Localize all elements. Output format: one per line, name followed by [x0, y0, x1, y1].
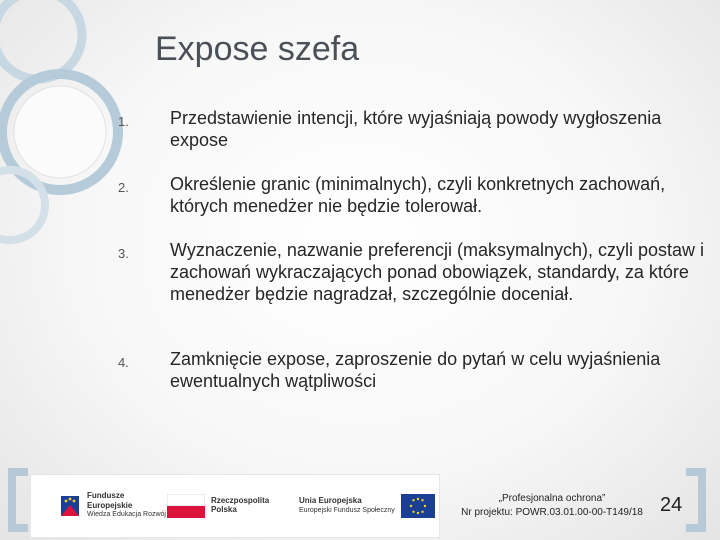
rzeczpospolita-line1: Rzeczpospolita: [211, 495, 270, 505]
list-item: [118, 173, 708, 217]
fundusze-europejskie-icon: [59, 493, 81, 519]
list-item-number: 1.: [118, 114, 129, 129]
list-item: [118, 348, 708, 392]
project-number: Nr projektu: POWR.03.01.00-00-T149/18: [461, 507, 643, 518]
list-item-number: 4.: [118, 355, 129, 370]
funding-logos-strip: [30, 474, 440, 538]
list-item: [118, 239, 708, 305]
rzeczpospolita-polska-logo: [167, 481, 269, 531]
polish-flag-icon: [167, 494, 205, 518]
unia-europejska-logo: [299, 481, 435, 531]
list-item-text: Zamknięcie expose, zaproszenie do pytań w celu wyjaśnienia ewentualnych wątpliwości: [170, 349, 661, 391]
fundusze-europejskie-logo: [59, 481, 166, 531]
slide-title: Expose szefa: [155, 30, 360, 68]
list-item-number: 3.: [118, 246, 129, 261]
list-item-number: 2.: [118, 180, 129, 195]
fundusze-line1: Fundusze: [87, 491, 125, 501]
fundusze-line3: Wiedza Edukacja Rozwój: [87, 511, 166, 519]
list-item-text: Przedstawienie intencji, które wyjaśniają powody wygłoszenia expose: [170, 108, 662, 150]
fundusze-line2: Europejskie: [87, 500, 133, 510]
list-item-text: Określenie granic (minimalnych), czyli konkretnych zachowań, których menedżer nie będzie tolerował.: [170, 174, 666, 216]
unia-line1: Unia Europejska: [299, 496, 362, 505]
list-item-text: Wyznaczenie, nazwanie preferencji (maksymalnych), czyli postaw i zachowań wykraczających ponad obowiązek, standardy, za które menedżer będzie nagradzał, szczególnie doceniał.: [170, 240, 705, 304]
right-bracket-decoration: [680, 468, 714, 534]
eu-flag-icon: [401, 494, 435, 518]
rzeczpospolita-line2: Polska: [211, 505, 237, 514]
unia-line2: Europejski Fundusz Społeczny: [299, 506, 395, 514]
page-number: 24: [660, 494, 683, 516]
list-item: [118, 107, 708, 151]
project-info: [452, 492, 652, 520]
project-name: „Profesjonalna ochrona”: [498, 493, 606, 504]
